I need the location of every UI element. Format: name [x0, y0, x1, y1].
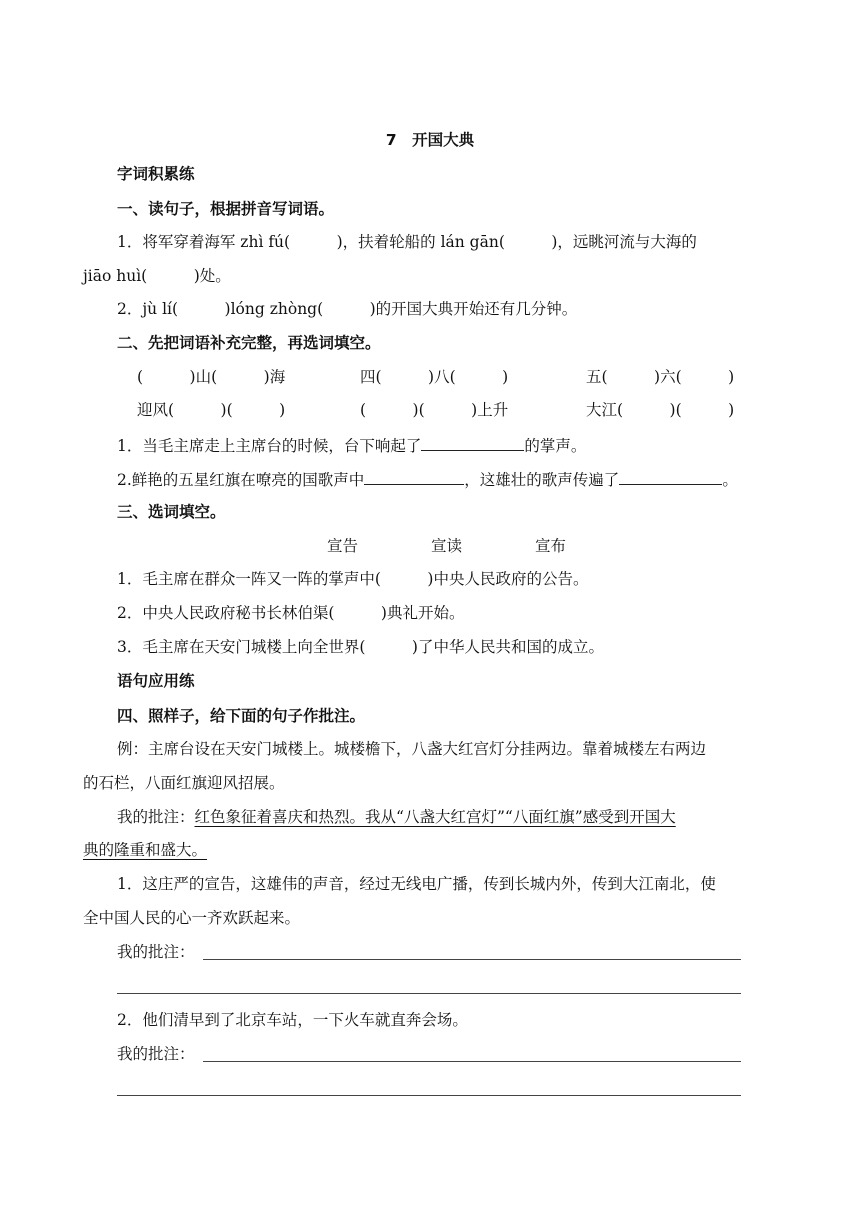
- word-fill-1: ( )山( )海: [137, 368, 286, 386]
- question-2-item-1: [117, 433, 586, 457]
- note-label: 我的批注：: [117, 1045, 195, 1063]
- question-2-item-1-text-after: 的掌声。: [524, 437, 587, 455]
- question-3-heading: 三、选词填空。: [117, 503, 226, 521]
- section-label-vocabulary: 字词积累练: [117, 165, 195, 183]
- question-1-item-2: 2．jù lí( )lóng zhòng( )的开国大典开始还有几分钟。: [117, 300, 578, 318]
- section-label-sentences: 语句应用练: [117, 672, 195, 690]
- answer-line[interactable]: [117, 1095, 741, 1096]
- page-title: 7 开国大典: [385, 131, 475, 149]
- question-4-item-1-line-1: 1．这庄严的宣告，这雄伟的声音，经过无线电广播，传到长城内外，传到大江南北，使: [117, 875, 716, 893]
- question-1-heading: 一、读句子，根据拼音写词语。: [117, 200, 335, 218]
- answer-line[interactable]: [203, 959, 741, 960]
- answer-line[interactable]: [117, 993, 741, 994]
- question-4-item-1-line-2: 全中国人民的心一齐欢跃起来。: [83, 909, 301, 927]
- word-option-3: 宣布: [535, 537, 567, 555]
- example-sentence-line-1: 例：主席台设在天安门城楼上。城楼檐下，八盏大红宫灯分挂两边。靠着城楼左右两边: [117, 740, 707, 758]
- answer-line[interactable]: [203, 1061, 741, 1062]
- example-note-line-2: 典的隆重和盛大。: [83, 841, 208, 859]
- word-fill-4: 迎风( )( ): [137, 401, 286, 419]
- question-1-item-1-line-1: 1．将军穿着海军 zhì fú( )，扶着轮船的 lán gān( )，远眺河流与大海的: [117, 233, 697, 251]
- question-3-item-1: 1．毛主席在群众一阵又一阵的掌声中( )中央人民政府的公告。: [117, 570, 589, 588]
- question-1-item-1-line-2: jiāo huì( )处。: [83, 267, 231, 285]
- answer-blank[interactable]: [619, 467, 722, 485]
- word-fill-2: 四( )八( ): [360, 368, 509, 386]
- question-4-heading: 四、照样子，给下面的句子作批注。: [117, 707, 366, 725]
- example-note-line-1: [117, 806, 676, 828]
- question-3-item-3: 3．毛主席在天安门城楼上向全世界( )了中华人民共和国的成立。: [117, 638, 604, 656]
- question-2-item-2: [117, 467, 738, 491]
- word-fill-3: 五( )六( ): [586, 368, 735, 386]
- example-sentence-line-2: 的石栏，八面红旗迎风招展。: [83, 774, 285, 792]
- word-option-1: 宣告: [327, 537, 359, 555]
- question-3-item-2: 2．中央人民政府秘书长林伯渠( )典礼开始。: [117, 604, 465, 622]
- answer-blank[interactable]: [364, 467, 464, 485]
- note-label: 我的批注：: [117, 808, 195, 826]
- question-4-item-2: 2．他们清早到了北京车站，一下火车就直奔会场。: [117, 1011, 468, 1029]
- word-fill-6: 大江( )( ): [586, 401, 735, 419]
- note-label: 我的批注：: [117, 943, 195, 961]
- word-fill-5: ( )( )上升: [360, 401, 509, 419]
- question-2-item-2-text-middle: ，这雄壮的歌声传遍了: [464, 471, 620, 489]
- word-option-2: 宣读: [431, 537, 463, 555]
- question-2-item-1-text-before: 1．当毛主席走上主席台的时候，台下响起了: [117, 437, 422, 455]
- example-note-text: 红色象征着喜庆和热烈。我从“八盏大红宫灯”“八面红旗”感受到开国大: [194, 808, 676, 826]
- question-2-item-2-text-before: 2.鲜艳的五星红旗在嘹亮的国歌声中: [117, 471, 365, 489]
- question-2-item-2-text-after: 。: [722, 471, 738, 489]
- answer-blank[interactable]: [421, 433, 524, 451]
- question-2-heading: 二、先把词语补充完整，再选词填空。: [117, 334, 381, 352]
